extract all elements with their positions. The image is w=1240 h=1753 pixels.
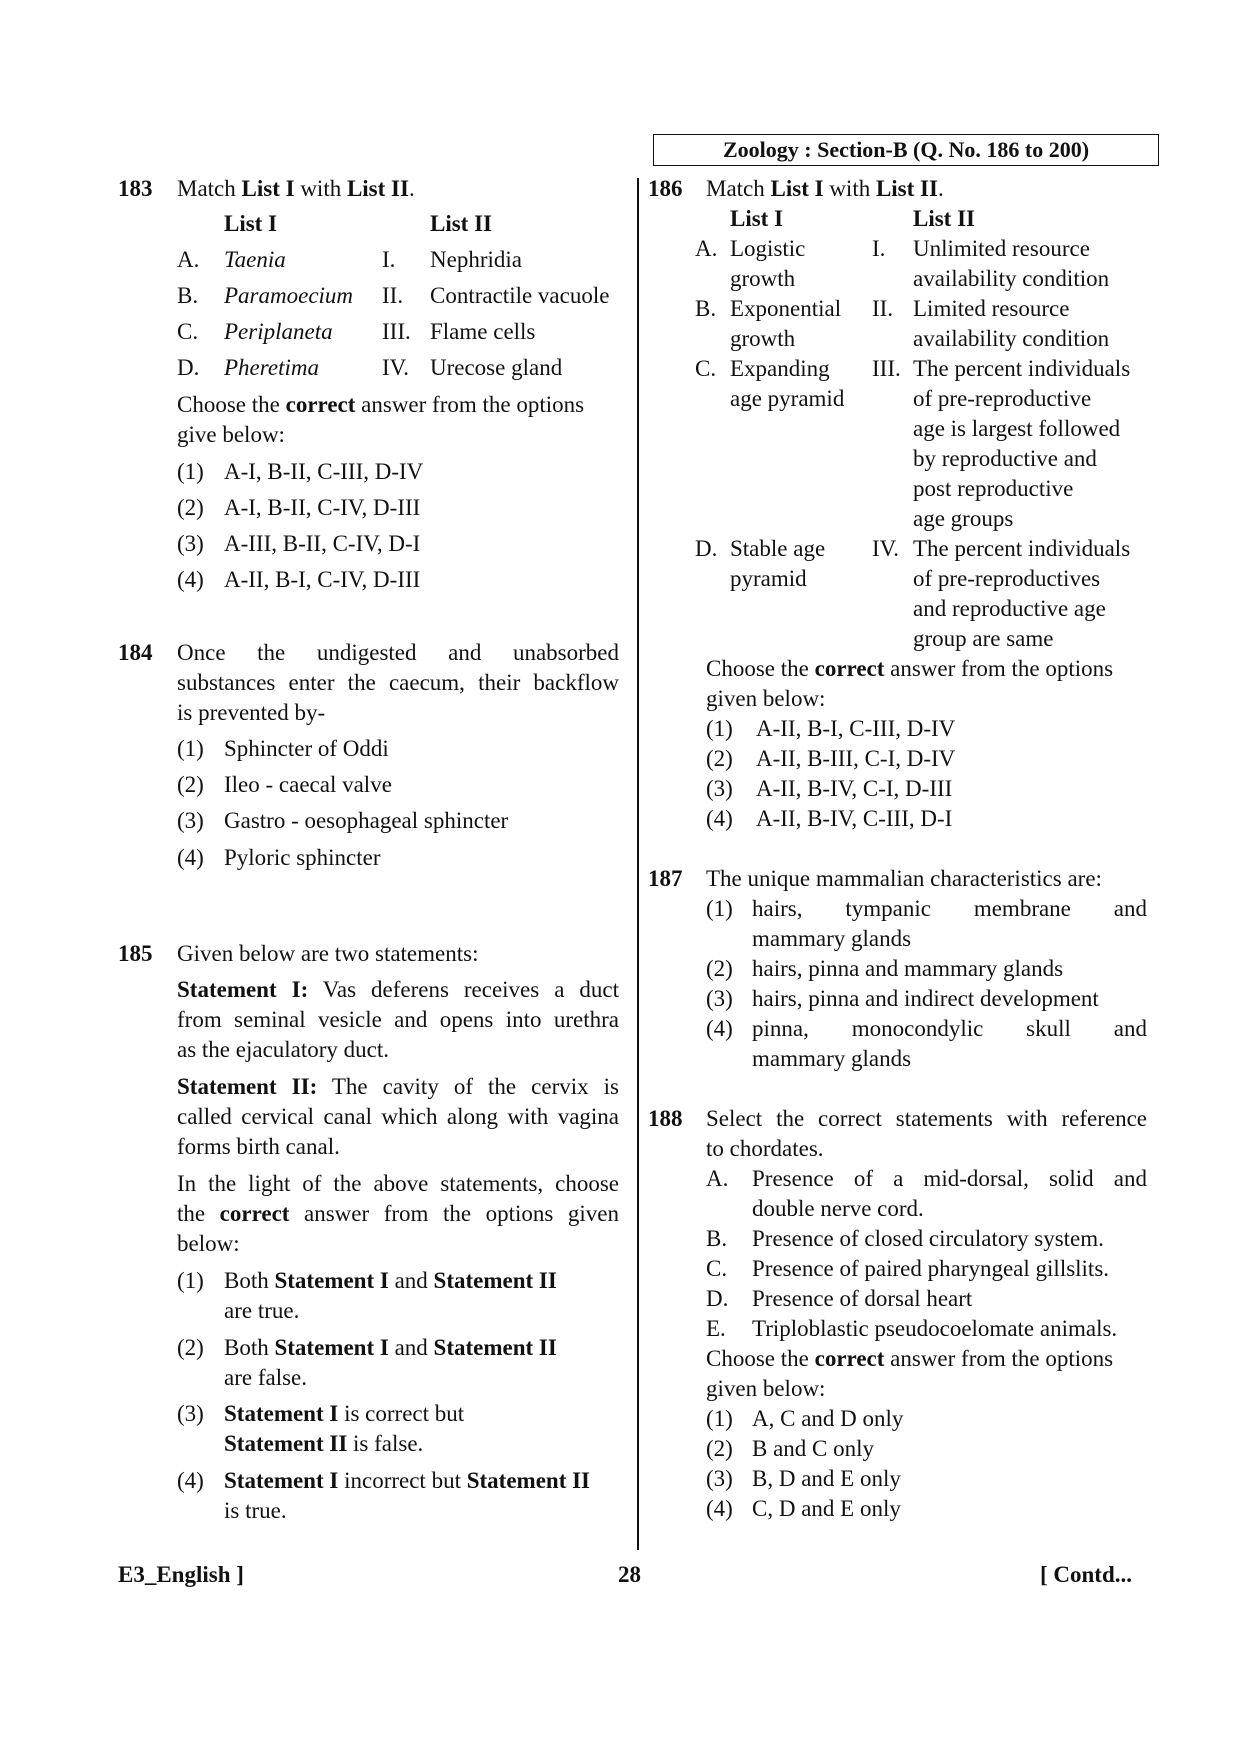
statement-1-cont: from seminal vesicle and opens into urethra xyxy=(177,1007,619,1032)
list-value: availability condition xyxy=(913,326,1110,351)
question-number: 188 xyxy=(648,1106,683,1131)
match-row-roman: III. xyxy=(382,319,411,344)
statement-key: D. xyxy=(706,1286,729,1311)
section-header: Zoology : Section-B (Q. No. 186 to 200) xyxy=(653,134,1159,166)
option-number: (4) xyxy=(177,1468,204,1493)
option-number: (4) xyxy=(706,1016,733,1041)
option-text[interactable]: Statement I is correct but xyxy=(224,1401,465,1426)
option-number: (2) xyxy=(177,495,204,520)
option-number: (1) xyxy=(706,1406,733,1431)
question-stem: Once the undigested and unabsorbed xyxy=(177,640,619,665)
option-number: (2) xyxy=(706,746,733,771)
statement-2-cont: forms birth canal. xyxy=(177,1134,340,1159)
choose-instruction-cont: given below: xyxy=(706,686,826,711)
option-number: (4) xyxy=(177,845,204,870)
option-text[interactable]: Ileo - caecal valve xyxy=(224,772,392,797)
match-row-item: Taenia xyxy=(224,247,286,272)
list-value: of pre-reproductive xyxy=(913,386,1092,411)
list-value: The percent individuals xyxy=(913,536,1131,561)
question-stem: is prevented by- xyxy=(177,700,326,725)
list-value: availability condition xyxy=(913,266,1110,291)
choose-instruction-cont: give below: xyxy=(177,422,285,447)
statement-key: E. xyxy=(706,1316,726,1341)
option-text[interactable]: A-I, B-II, C-III, D-IV xyxy=(224,459,424,484)
option-number: (3) xyxy=(177,1401,204,1426)
option-text[interactable]: A-II, B-III, C-I, D-IV xyxy=(756,746,956,771)
option-number: (2) xyxy=(706,1436,733,1461)
list-value: and reproductive age xyxy=(913,596,1106,621)
column-divider xyxy=(637,178,639,1550)
statement-text: Triploblastic pseudocoelomate animals. xyxy=(752,1316,1118,1341)
match-row-key: A. xyxy=(177,247,200,272)
list-key: A. xyxy=(695,236,718,261)
question-stem: to chordates. xyxy=(706,1136,824,1161)
question-number: 187 xyxy=(648,866,683,891)
question-stem: substances enter the caecum, their backflow xyxy=(177,670,619,695)
option-text[interactable]: A-II, B-I, C-III, D-IV xyxy=(756,716,956,741)
choose-instruction-cont: below: xyxy=(177,1231,240,1256)
list-roman: IV. xyxy=(872,536,900,561)
option-text-cont: is true. xyxy=(224,1498,287,1523)
statement-text: Presence of a mid-dorsal, solid and xyxy=(752,1166,1147,1191)
option-text[interactable]: A-III, B-II, C-IV, D-I xyxy=(224,531,421,556)
option-text[interactable]: A-I, B-II, C-IV, D-III xyxy=(224,495,421,520)
option-text-cont: Statement II is false. xyxy=(224,1431,424,1456)
option-text-cont: are true. xyxy=(224,1298,300,1323)
choose-instruction: Choose the correct answer from the options xyxy=(706,656,1114,681)
list-key: D. xyxy=(695,536,718,561)
list-value: Unlimited resource xyxy=(913,236,1090,261)
question-stem: Match List I with List II. xyxy=(177,176,415,201)
list-roman: III. xyxy=(872,356,901,381)
option-text-cont: are false. xyxy=(224,1365,307,1390)
option-number: (2) xyxy=(177,1335,204,1360)
match-row-value: Nephridia xyxy=(430,247,522,272)
question-stem: Match List I with List II. xyxy=(706,176,944,201)
statement-1-cont: as the ejaculatory duct. xyxy=(177,1037,390,1062)
list-value: Limited resource xyxy=(913,296,1070,321)
statement-2: Statement II: The cavity of the cervix is xyxy=(177,1074,619,1099)
statement-key: C. xyxy=(706,1256,728,1281)
option-number: (1) xyxy=(177,459,204,484)
list-value: of pre-reproductives xyxy=(913,566,1101,591)
option-text[interactable]: A-II, B-IV, C-I, D-III xyxy=(756,776,953,801)
list-item: age pyramid xyxy=(730,386,845,411)
option-text[interactable]: A-II, B-I, C-IV, D-III xyxy=(224,567,421,592)
option-text[interactable]: hairs, pinna and indirect development xyxy=(752,986,1099,1011)
option-number: (4) xyxy=(706,1496,733,1521)
question-number: 186 xyxy=(648,176,683,201)
option-number: (2) xyxy=(706,956,733,981)
list-1-heading: List I xyxy=(224,211,278,236)
match-row-key: D. xyxy=(177,355,200,380)
list-2-heading: List II xyxy=(913,206,975,231)
option-number: (1) xyxy=(706,896,733,921)
list-value: The percent individuals xyxy=(913,356,1131,381)
match-row-key: B. xyxy=(177,283,199,308)
list-item: growth xyxy=(730,326,796,351)
option-text-cont: mammary glands xyxy=(752,1046,912,1071)
question-stem: Given below are two statements: xyxy=(177,941,479,966)
question-stem: Select the correct statements with reference xyxy=(706,1106,1147,1131)
match-row-roman: I. xyxy=(382,247,396,272)
list-value: by reproductive and xyxy=(913,446,1097,471)
statement-text: double nerve cord. xyxy=(752,1196,924,1221)
list-value: post reproductive xyxy=(913,476,1074,501)
list-item: Stable age xyxy=(730,536,826,561)
statement-text: Presence of closed circulatory system. xyxy=(752,1226,1104,1251)
statement-2-cont: called cervical canal which along with vagina xyxy=(177,1104,619,1129)
option-number: (3) xyxy=(706,1466,733,1491)
question-stem: The unique mammalian characteristics are: xyxy=(706,866,1102,891)
option-text[interactable]: Both Statement I and Statement II xyxy=(224,1268,557,1293)
option-text[interactable]: Both Statement I and Statement II xyxy=(224,1335,557,1360)
list-roman: II. xyxy=(872,296,894,321)
option-number: (1) xyxy=(177,1268,204,1293)
match-row-item: Pheretima xyxy=(224,355,319,380)
choose-instruction: Choose the correct answer from the options xyxy=(177,392,585,417)
footer-paper-code: E3_English ] xyxy=(118,1562,244,1587)
option-text[interactable]: hairs, tympanic membrane and xyxy=(752,896,1147,921)
list-item: pyramid xyxy=(730,566,807,591)
option-number: (3) xyxy=(177,531,204,556)
choose-instruction-cont: given below: xyxy=(706,1376,826,1401)
match-row-item: Periplaneta xyxy=(224,319,333,344)
option-number: (2) xyxy=(177,772,204,797)
list-value: group are same xyxy=(913,626,1054,651)
statement-text: Presence of paired pharyngeal gillslits. xyxy=(752,1256,1110,1281)
option-number: (4) xyxy=(706,806,733,831)
list-item: growth xyxy=(730,266,796,291)
list-key: B. xyxy=(695,296,717,321)
match-row-roman: IV. xyxy=(382,355,410,380)
match-row-key: C. xyxy=(177,319,199,344)
option-text[interactable]: Sphincter of Oddi xyxy=(224,736,389,761)
list-1-heading: List I xyxy=(730,206,784,231)
option-number: (4) xyxy=(177,567,204,592)
option-text[interactable]: Statement I incorrect but Statement II xyxy=(224,1468,591,1493)
option-number: (3) xyxy=(706,986,733,1011)
option-number: (3) xyxy=(706,776,733,801)
match-row-item: Paramoecium xyxy=(224,283,354,308)
option-text[interactable]: pinna, monocondylic skull and xyxy=(752,1016,1147,1041)
match-row-roman: II. xyxy=(382,283,404,308)
statement-key: A. xyxy=(706,1166,729,1191)
choose-instruction: In the light of the above statements, choose xyxy=(177,1171,619,1196)
option-text[interactable]: A, C and D only xyxy=(752,1406,904,1431)
option-number: (1) xyxy=(177,736,204,761)
list-item: Exponential xyxy=(730,296,842,321)
question-number: 183 xyxy=(118,176,153,201)
match-row-value: Urecose gland xyxy=(430,355,563,380)
choose-instruction-cont: the correct answer from the options given xyxy=(177,1201,619,1226)
list-key: C. xyxy=(695,356,717,381)
list-roman: I. xyxy=(872,236,886,261)
statement-1: Statement I: Vas deferens receives a duct xyxy=(177,977,619,1002)
option-text[interactable]: C, D and E only xyxy=(752,1496,901,1521)
list-item: Logistic xyxy=(730,236,806,261)
option-text[interactable]: B and C only xyxy=(752,1436,875,1461)
option-number: (1) xyxy=(706,716,733,741)
question-number: 185 xyxy=(118,941,153,966)
option-text-cont: mammary glands xyxy=(752,926,912,951)
footer-continued: [ Contd... xyxy=(1040,1562,1133,1587)
list-item: Expanding xyxy=(730,356,830,381)
option-text[interactable]: Gastro - oesophageal sphincter xyxy=(224,808,509,833)
question-number: 184 xyxy=(118,640,153,665)
option-number: (3) xyxy=(177,808,204,833)
list-value: age groups xyxy=(913,506,1014,531)
statement-text: Presence of dorsal heart xyxy=(752,1286,973,1311)
match-row-value: Flame cells xyxy=(430,319,536,344)
page-number: 28 xyxy=(618,1562,641,1587)
option-text[interactable]: A-II, B-IV, C-III, D-I xyxy=(756,806,953,831)
match-row-value: Contractile vacuole xyxy=(430,283,610,308)
option-text[interactable]: B, D and E only xyxy=(752,1466,901,1491)
choose-instruction: Choose the correct answer from the options xyxy=(706,1346,1114,1371)
list-2-heading: List II xyxy=(430,211,492,236)
option-text[interactable]: hairs, pinna and mammary glands xyxy=(752,956,1064,981)
statement-key: B. xyxy=(706,1226,728,1251)
option-text[interactable]: Pyloric sphincter xyxy=(224,845,381,870)
list-value: age is largest followed xyxy=(913,416,1121,441)
